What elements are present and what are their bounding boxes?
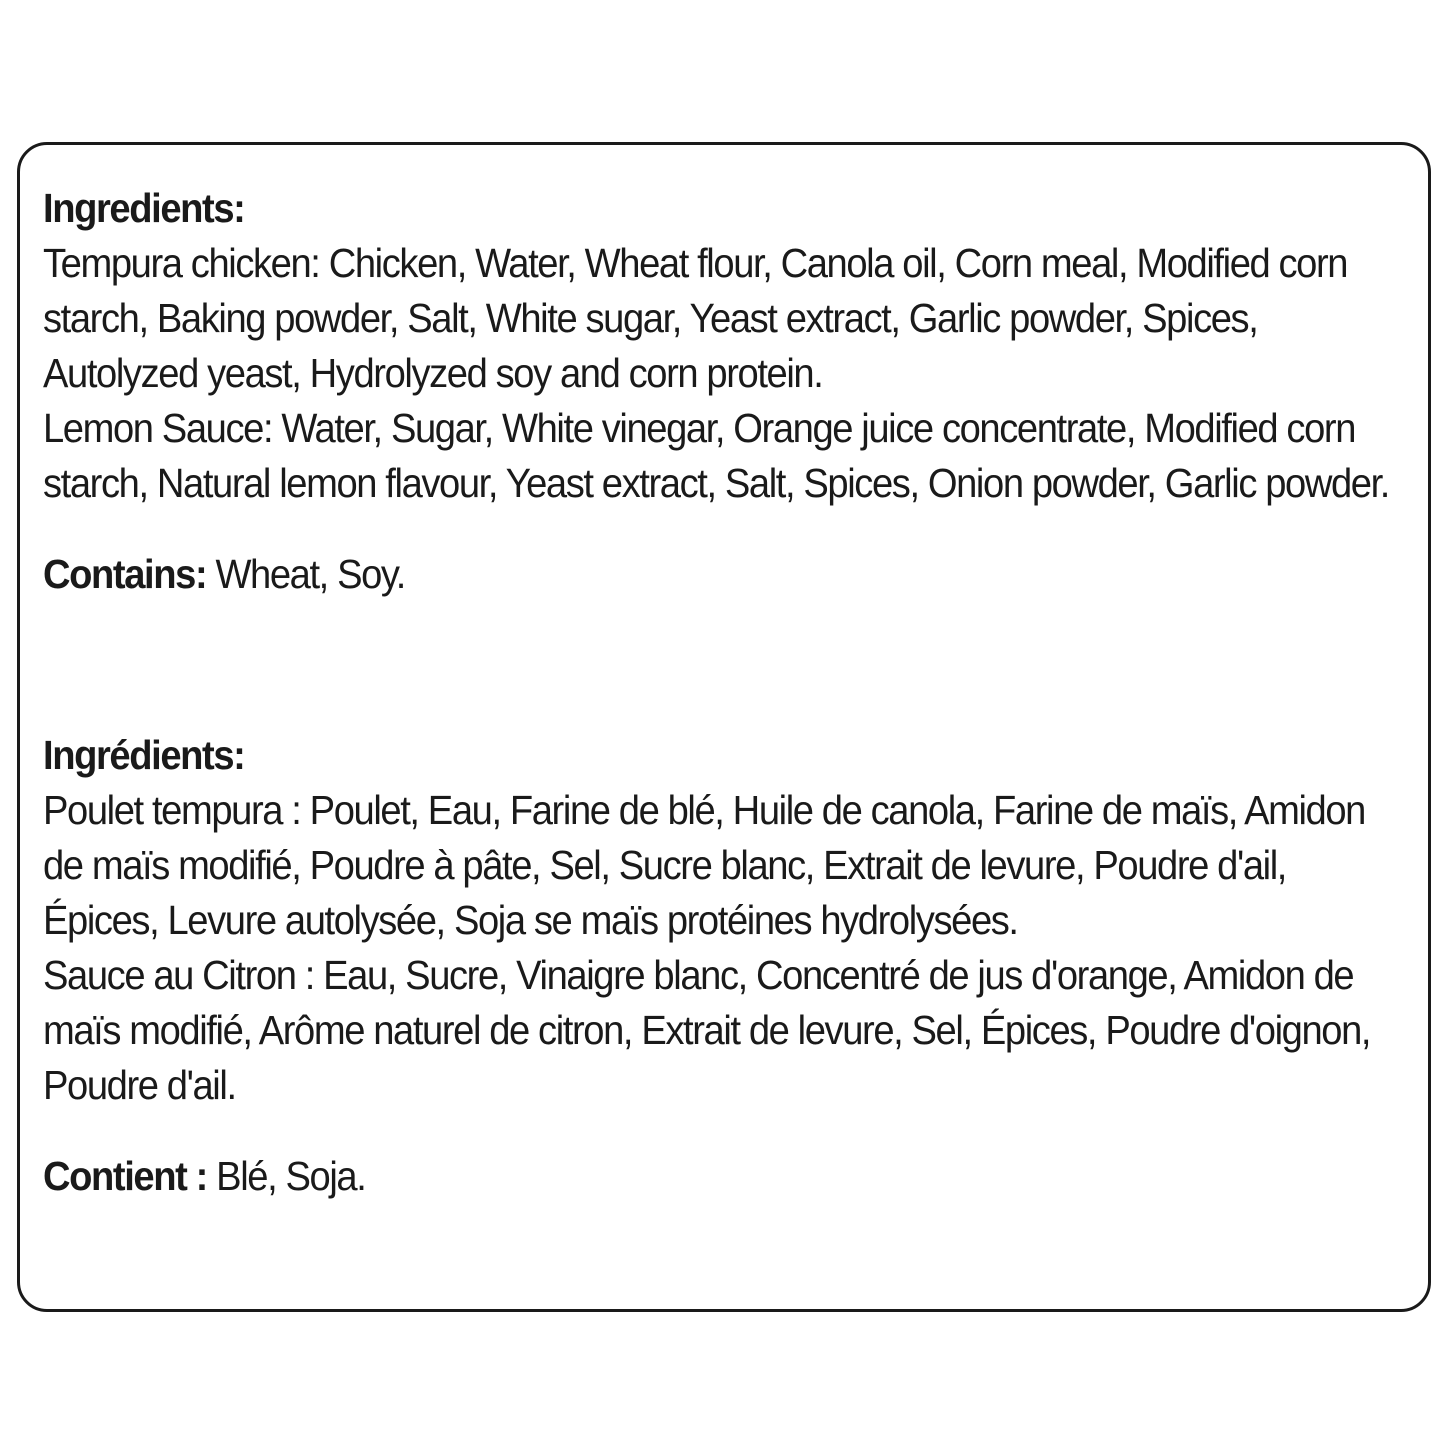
ingredients-label-box: [17, 142, 1431, 1312]
english-ingredients-section: [43, 181, 1404, 602]
lemon-sauce-ingredients-en: Lemon Sauce: Water, Sugar, White vinegar, Orange juice concentrate, Modified corn starch, Natural lemon flavour, Yeast extract, Salt, Spices, Onion powder, Garlic powder.: [43, 405, 1390, 506]
contains-label-fr: Contient :: [43, 1153, 207, 1199]
allergens-statement-fr: [43, 1149, 1410, 1204]
lemon-sauce-ingredients-fr: Sauce au Citron : Eau, Sucre, Vinaigre blanc, Concentré de jus d'orange, Amidon de maïs modifié, Arôme naturel de citron, Extrait de levure, Sel, Épices, Poudre d'oignon, Poudre d'ail.: [43, 952, 1371, 1108]
french-ingredients-section: [43, 728, 1404, 1204]
tempura-chicken-ingredients-fr: Poulet tempura : Poulet, Eau, Farine de blé, Huile de canola, Farine de maïs, Amidon de maïs modifié, Poudre à pâte, Sel, Sucre blanc, Extrait de levure, Poudre d'ail, Épices, Levure autolysée, Soja se maïs protéines hydrolysées.: [43, 787, 1365, 943]
tempura-chicken-ingredients-en: Tempura chicken: Chicken, Water, Wheat flour, Canola oil, Corn meal, Modified corn starch, Baking powder, Salt, White sugar, Yeast extract, Garlic powder, Spices, Autolyzed yeast, Hydrolyzed soy and corn protein.: [43, 240, 1348, 396]
ingredients-heading-en: Ingredients:: [43, 185, 245, 231]
contains-value-fr: Blé, Soja.: [206, 1153, 366, 1199]
contains-value-en: Wheat, Soy.: [206, 551, 405, 597]
ingredients-heading-fr: Ingrédients:: [43, 732, 245, 778]
contains-label-en: Contains:: [43, 551, 207, 597]
allergens-statement-en: [43, 547, 1410, 602]
